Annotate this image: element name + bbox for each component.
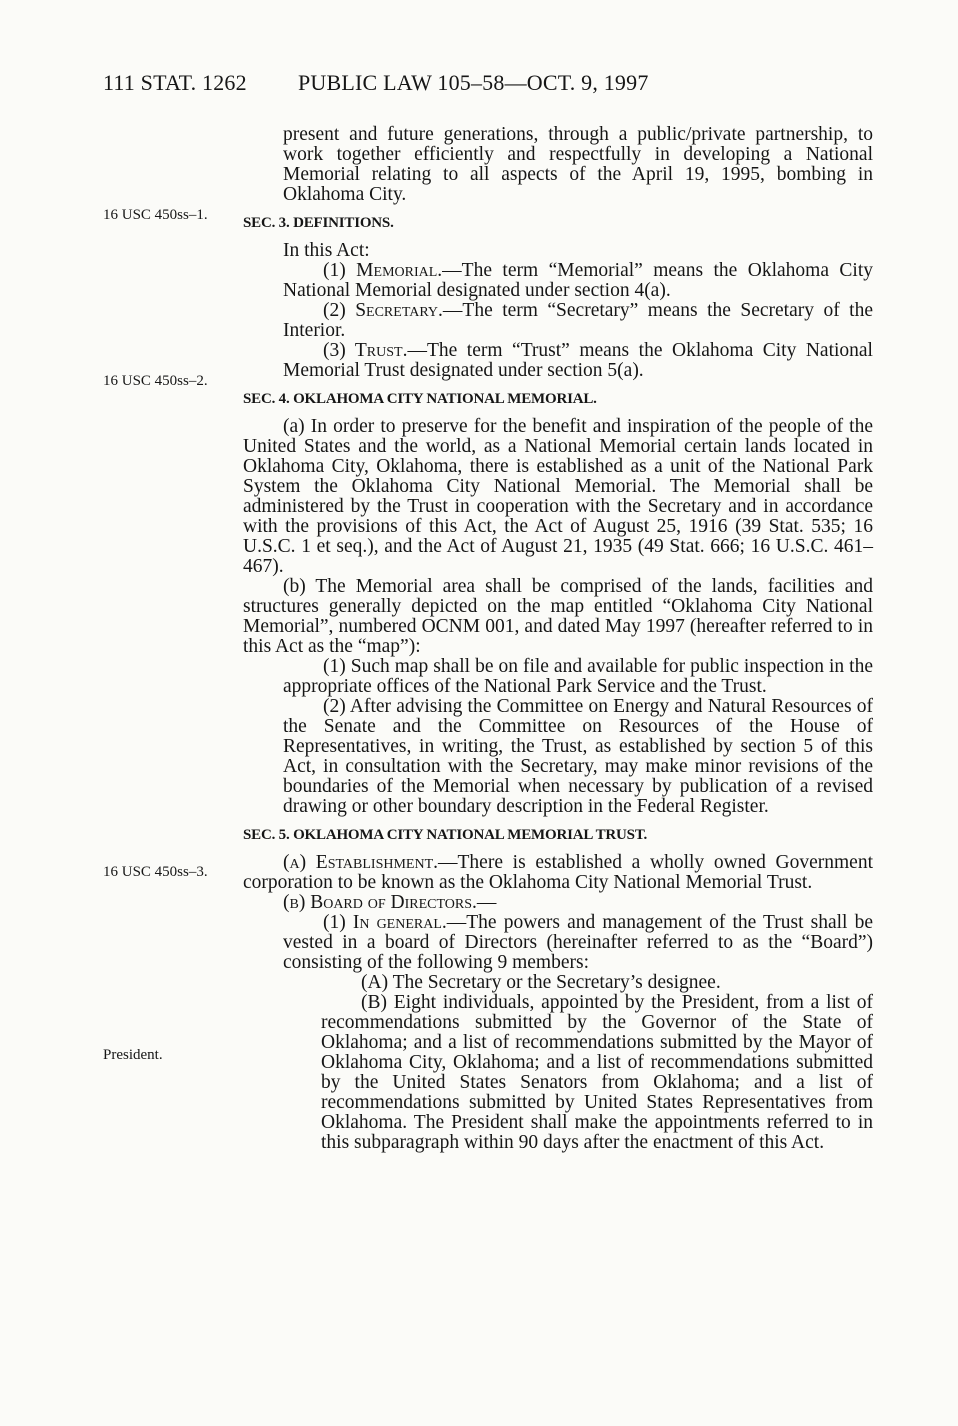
section-5-subsection-a: [243, 853, 873, 893]
margin-note-usc-450ss-3: 16 USC 450ss–3.: [103, 864, 208, 880]
in-general-label: (1) In general.: [323, 912, 447, 933]
establishment-label: (a) Establishment.: [283, 852, 439, 873]
section-5-subsection-b: [243, 893, 873, 913]
definition-memorial-text: —The term “Memorial” means the Oklahoma City National Memorial designated under section 4(a).: [283, 260, 873, 301]
section-4-heading: SEC. 4. OKLAHOMA CITY NATIONAL MEMORIAL.: [243, 391, 597, 407]
section-4-subsection-a: (a) In order to preserve for the benefit and inspiration of the people of the United States and the world, as a National Memorial certain lands located in Oklahoma City, Oklahoma, there is established as a unit of the National Park System the Oklahoma City National Memorial. The Memorial shall be administered by the Trust in cooperation with the Secretary and in accordance with the provisions of this Act, the Act of August 25, 1916 (39 Stat. 535; 16 U.S.C. 1 et seq.), and the Act of August 21, 1935 (49 Stat. 666; 16 U.S.C. 461–467).: [243, 416, 873, 577]
definition-memorial-label: (1) Memorial.: [323, 260, 443, 281]
definition-secretary-label: (2) Secretary.: [323, 300, 443, 321]
definition-trust-label: (3) Trust.: [323, 340, 408, 361]
document-body: [243, 125, 873, 1153]
section-4-b-paragraph-2: (2) After advising the Committee on Energy and Natural Resources of the Senate and the Committee on Resources of the House of Representatives, in writing, the Trust, as established by section 5 of this Act, in consultation with the Secretary, may make minor revisions of the boundaries of the Memorial when necessary by publication of a revised drawing or other boundary description in the Federal Register.: [283, 696, 873, 817]
definition-trust-text: —The term “Trust” means the Oklahoma City National Memorial Trust designated under section 5(a).: [283, 340, 873, 381]
margin-note-usc-450ss-2: 16 USC 450ss–2.: [103, 373, 208, 389]
establishment-text: —There is established a wholly owned Government corporation to be known as the Oklahoma City National Memorial Trust.: [243, 852, 873, 893]
statute-citation: 111 STAT. 1262: [103, 70, 247, 95]
intro-paragraph: present and future generations, through a public/private partnership, to work together efficiently and respectfully in developing a National Memorial relating to all aspects of the April 19, 1995, bombing in Oklahoma City.: [283, 124, 873, 205]
section-5-b-paragraph-1: [243, 913, 873, 973]
board-of-directors-dash: —: [476, 892, 497, 913]
definition-trust: [243, 341, 873, 381]
section-5-b1-subparagraph-b: (B) Eight individuals, appointed by the President, from a list of recommendations submitted by the Governor of the State of Oklahoma; and a list of recommendations submitted by the Mayor of Oklahoma City, Oklahoma; and a list of recommendations submitted by the United States Senators from Oklahoma; and a list of recommendations submitted by United States Representatives from Oklahoma. The President shall make the appointments referred to in this subparagraph within 90 days after the enactment of this Act.: [321, 992, 873, 1153]
section-4-subsection-b: (b) The Memorial area shall be comprised of the lands, facilities and structures generally depicted on the map entitled “Oklahoma City National Memorial”, numbered OCNM 001, and dated May 1997 (hereafter referred to in this Act as the “map”):: [243, 576, 873, 657]
definition-memorial: [243, 261, 873, 301]
section-5-b1-subparagraph-a: (A) The Secretary or the Secretary’s designee.: [361, 972, 721, 993]
in-general-text: —The powers and management of the Trust shall be vested in a board of Directors (hereinafter referred to as the “Board”) consisting of the following 9 members:: [283, 912, 873, 973]
section-3-intro: In this Act:: [283, 240, 370, 261]
margin-note-president: President.: [103, 1047, 163, 1063]
board-of-directors-label: (b) Board of Directors.: [283, 892, 477, 913]
section-5-heading: SEC. 5. OKLAHOMA CITY NATIONAL MEMORIAL TRUST.: [243, 827, 648, 843]
definition-secretary: [243, 301, 873, 341]
section-3-heading: SEC. 3. DEFINITIONS.: [243, 215, 394, 231]
margin-note-usc-450ss-1: 16 USC 450ss–1.: [103, 207, 208, 223]
public-law-date: PUBLIC LAW 105–58—OCT. 9, 1997: [298, 70, 649, 95]
definition-secretary-text: —The term “Secretary” means the Secretary of the Interior.: [283, 300, 873, 341]
section-4-b-paragraph-1: (1) Such map shall be on file and available for public inspection in the appropriate offices of the National Park Service and the Trust.: [283, 656, 873, 697]
